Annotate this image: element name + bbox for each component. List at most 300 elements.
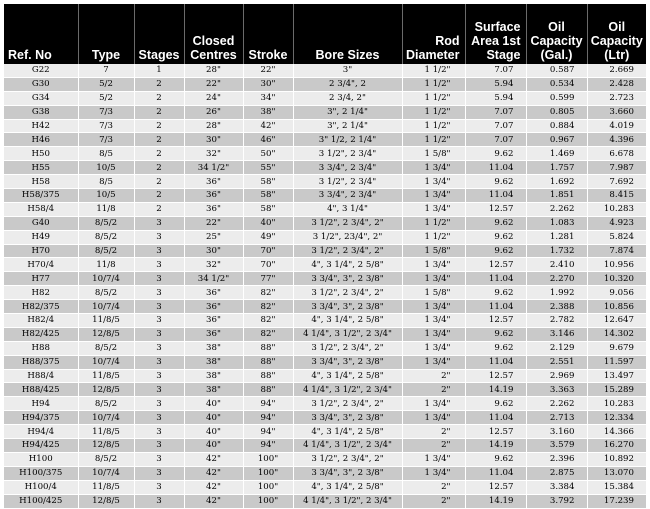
cell-oil-ltr: 2.428: [587, 77, 646, 91]
cell-stages: 2: [134, 147, 184, 161]
cell-closed-centres: 40": [184, 439, 243, 453]
cell-stages: 3: [134, 494, 184, 508]
cell-oil-ltr: 10.856: [587, 300, 646, 314]
cell-type: 10/7/4: [78, 300, 134, 314]
cell-ref-no: H88: [4, 341, 78, 355]
cell-stroke: 77": [243, 272, 293, 286]
cell-stages: 2: [134, 91, 184, 105]
cell-closed-centres: 30": [184, 244, 243, 258]
table-row: [4, 175, 646, 189]
cell-rod-diameter: 2": [402, 383, 465, 397]
cell-rod-diameter: 1 1/2": [402, 230, 465, 244]
cell-bore-sizes: 4", 3 1/4", 2 5/8": [293, 480, 402, 494]
cell-surface-area: 7.07: [465, 105, 526, 119]
cell-stroke: 42": [243, 119, 293, 133]
cell-stroke: 38": [243, 105, 293, 119]
cell-type: 10/5: [78, 189, 134, 203]
cell-bore-sizes: 3 1/2", 2 3/4", 2": [293, 452, 402, 466]
cell-surface-area: 11.04: [465, 272, 526, 286]
cell-surface-area: 14.19: [465, 494, 526, 508]
table-row: [4, 300, 646, 314]
cell-rod-diameter: 1 3/4": [402, 341, 465, 355]
cell-bore-sizes: 3 3/4", 3", 2 3/8": [293, 411, 402, 425]
cell-oil-gal: 0.534: [526, 77, 587, 91]
cell-type: 7: [78, 64, 134, 77]
cell-bore-sizes: 4 1/4", 3 1/2", 2 3/4": [293, 439, 402, 453]
cylinder-spec-table-container: [4, 4, 646, 509]
cell-rod-diameter: 1 3/4": [402, 452, 465, 466]
cell-oil-gal: 3.146: [526, 327, 587, 341]
cell-bore-sizes: 4 1/4", 3 1/2", 2 3/4": [293, 327, 402, 341]
table-row: [4, 327, 646, 341]
cell-stages: 3: [134, 244, 184, 258]
table-row: [4, 230, 646, 244]
cell-type: 10/7/4: [78, 355, 134, 369]
cell-stages: 3: [134, 272, 184, 286]
cell-type: 7/3: [78, 119, 134, 133]
cell-closed-centres: 36": [184, 300, 243, 314]
cell-stroke: 70": [243, 258, 293, 272]
cell-surface-area: 11.04: [465, 300, 526, 314]
cell-bore-sizes: 3 1/2", 23/4", 2": [293, 230, 402, 244]
cell-oil-gal: 0.599: [526, 91, 587, 105]
cell-stages: 3: [134, 258, 184, 272]
header-type: Type: [78, 4, 134, 64]
cell-oil-ltr: 5.824: [587, 230, 646, 244]
cell-type: 8/5/2: [78, 397, 134, 411]
cell-oil-ltr: 11.597: [587, 355, 646, 369]
cell-closed-centres: 28": [184, 119, 243, 133]
cell-oil-gal: 1.083: [526, 216, 587, 230]
cell-oil-gal: 3.384: [526, 480, 587, 494]
cell-oil-gal: 2.388: [526, 300, 587, 314]
cell-closed-centres: 40": [184, 425, 243, 439]
cell-oil-gal: 0.805: [526, 105, 587, 119]
cell-ref-no: H100/425: [4, 494, 78, 508]
cell-stroke: 82": [243, 286, 293, 300]
cell-oil-ltr: 14.366: [587, 425, 646, 439]
cell-stages: 3: [134, 466, 184, 480]
cell-ref-no: H88/425: [4, 383, 78, 397]
cell-rod-diameter: 1 3/4": [402, 161, 465, 175]
cell-surface-area: 9.62: [465, 397, 526, 411]
cell-closed-centres: 42": [184, 494, 243, 508]
cell-stages: 3: [134, 369, 184, 383]
cell-stages: 3: [134, 341, 184, 355]
header-oil-capacity-gal: Oil Capacity (Gal.): [526, 4, 587, 64]
cell-closed-centres: 38": [184, 341, 243, 355]
cell-stroke: 55": [243, 161, 293, 175]
cell-type: 12/8/5: [78, 439, 134, 453]
table-row: [4, 314, 646, 328]
cell-oil-ltr: 13.070: [587, 466, 646, 480]
cell-type: 11/8/5: [78, 480, 134, 494]
cell-closed-centres: 42": [184, 480, 243, 494]
cell-oil-ltr: 6.678: [587, 147, 646, 161]
cell-stages: 2: [134, 161, 184, 175]
cell-stages: 1: [134, 64, 184, 77]
cell-stages: 3: [134, 230, 184, 244]
cell-rod-diameter: 2": [402, 480, 465, 494]
cell-surface-area: 9.62: [465, 175, 526, 189]
cell-ref-no: G40: [4, 216, 78, 230]
cell-stroke: 100": [243, 452, 293, 466]
cell-type: 11/8/5: [78, 425, 134, 439]
cell-stages: 3: [134, 286, 184, 300]
table-row: [4, 397, 646, 411]
cell-type: 8/5: [78, 175, 134, 189]
cell-stroke: 30": [243, 77, 293, 91]
cell-oil-ltr: 7.987: [587, 161, 646, 175]
cell-closed-centres: 36": [184, 175, 243, 189]
cell-bore-sizes: 4", 3 1/4", 2 5/8": [293, 425, 402, 439]
cell-rod-diameter: 1 1/2": [402, 105, 465, 119]
cell-surface-area: 14.19: [465, 383, 526, 397]
cell-rod-diameter: 2": [402, 494, 465, 508]
cell-ref-no: H94/375: [4, 411, 78, 425]
cell-closed-centres: 22": [184, 216, 243, 230]
cell-closed-centres: 42": [184, 452, 243, 466]
cell-closed-centres: 25": [184, 230, 243, 244]
cell-rod-diameter: 1 3/4": [402, 272, 465, 286]
cell-rod-diameter: 1 1/2": [402, 77, 465, 91]
table-row: [4, 425, 646, 439]
cell-bore-sizes: 3 3/4", 3", 2 3/8": [293, 466, 402, 480]
cell-surface-area: 11.04: [465, 355, 526, 369]
table-row: [4, 369, 646, 383]
cell-stroke: 100": [243, 466, 293, 480]
header-ref-no: Ref. No: [4, 4, 78, 64]
cell-oil-gal: 3.579: [526, 439, 587, 453]
cell-closed-centres: 32": [184, 147, 243, 161]
cell-stroke: 88": [243, 355, 293, 369]
cell-type: 8/5/2: [78, 286, 134, 300]
cell-stroke: 88": [243, 369, 293, 383]
table-body: [4, 64, 646, 508]
cell-rod-diameter: 1 3/4": [402, 300, 465, 314]
cell-stages: 2: [134, 175, 184, 189]
cell-stages: 3: [134, 452, 184, 466]
cell-rod-diameter: 1 3/4": [402, 411, 465, 425]
cell-type: 12/8/5: [78, 383, 134, 397]
cell-oil-ltr: 16.270: [587, 439, 646, 453]
cell-rod-diameter: 1 5/8": [402, 286, 465, 300]
header-surface-area: Surface Area 1st Stage: [465, 4, 526, 64]
cell-oil-ltr: 2.723: [587, 91, 646, 105]
cell-rod-diameter: 1 3/4": [402, 189, 465, 203]
cell-oil-gal: 2.969: [526, 369, 587, 383]
cell-oil-gal: 2.129: [526, 341, 587, 355]
cell-bore-sizes: 3 1/2", 2 3/4": [293, 175, 402, 189]
cell-oil-gal: 2.551: [526, 355, 587, 369]
table-row: [4, 452, 646, 466]
cell-oil-gal: 2.396: [526, 452, 587, 466]
cell-oil-ltr: 3.660: [587, 105, 646, 119]
header-row: [4, 4, 646, 64]
table-row: [4, 355, 646, 369]
cell-type: 10/7/4: [78, 466, 134, 480]
cell-oil-gal: 1.992: [526, 286, 587, 300]
cell-oil-ltr: 10.283: [587, 202, 646, 216]
cell-oil-gal: 1.757: [526, 161, 587, 175]
cell-type: 11/8: [78, 202, 134, 216]
cell-oil-gal: 3.160: [526, 425, 587, 439]
cell-type: 8/5/2: [78, 230, 134, 244]
cell-type: 10/5: [78, 161, 134, 175]
cell-surface-area: 9.62: [465, 452, 526, 466]
cell-ref-no: G22: [4, 64, 78, 77]
table-row: [4, 466, 646, 480]
cell-stroke: 94": [243, 411, 293, 425]
header-stroke: Stroke: [243, 4, 293, 64]
cell-surface-area: 5.94: [465, 77, 526, 91]
cell-bore-sizes: 4 1/4", 3 1/2", 2 3/4": [293, 383, 402, 397]
cell-surface-area: 12.57: [465, 425, 526, 439]
cell-surface-area: 11.04: [465, 466, 526, 480]
cell-closed-centres: 36": [184, 202, 243, 216]
cell-closed-centres: 36": [184, 189, 243, 203]
cell-closed-centres: 40": [184, 411, 243, 425]
cell-oil-ltr: 15.289: [587, 383, 646, 397]
cell-bore-sizes: 3 3/4", 3", 2 3/8": [293, 355, 402, 369]
cell-stroke: 46": [243, 133, 293, 147]
cell-ref-no: G38: [4, 105, 78, 119]
cell-closed-centres: 34 1/2": [184, 272, 243, 286]
cell-ref-no: H50: [4, 147, 78, 161]
cell-bore-sizes: 3 1/2", 2 3/4", 2": [293, 341, 402, 355]
cell-surface-area: 9.62: [465, 230, 526, 244]
cell-type: 10/7/4: [78, 411, 134, 425]
cell-surface-area: 9.62: [465, 244, 526, 258]
cell-oil-gal: 1.469: [526, 147, 587, 161]
cell-stroke: 49": [243, 230, 293, 244]
cell-bore-sizes: 3": [293, 64, 402, 77]
cell-stroke: 50": [243, 147, 293, 161]
cell-bore-sizes: 3 3/4", 2 3/4": [293, 189, 402, 203]
cell-oil-ltr: 10.320: [587, 272, 646, 286]
cell-oil-ltr: 9.679: [587, 341, 646, 355]
cell-bore-sizes: 4", 3 1/4", 2 5/8": [293, 369, 402, 383]
cell-stages: 2: [134, 77, 184, 91]
cell-bore-sizes: 4", 3 1/4", 2 5/8": [293, 258, 402, 272]
table-row: [4, 341, 646, 355]
cell-surface-area: 12.57: [465, 314, 526, 328]
cell-oil-gal: 3.792: [526, 494, 587, 508]
cell-oil-ltr: 10.892: [587, 452, 646, 466]
cell-oil-gal: 2.713: [526, 411, 587, 425]
cell-oil-ltr: 12.647: [587, 314, 646, 328]
cell-oil-ltr: 8.415: [587, 189, 646, 203]
cell-surface-area: 9.62: [465, 341, 526, 355]
cell-ref-no: G30: [4, 77, 78, 91]
cell-stroke: 88": [243, 341, 293, 355]
cell-ref-no: H70: [4, 244, 78, 258]
table-row: [4, 439, 646, 453]
table-row: [4, 480, 646, 494]
header-bore-sizes: Bore Sizes: [293, 4, 402, 64]
cell-rod-diameter: 1 3/4": [402, 397, 465, 411]
cell-type: 10/7/4: [78, 272, 134, 286]
cell-bore-sizes: 3 3/4", 2 3/4": [293, 161, 402, 175]
cell-bore-sizes: 4", 3 1/4", 2 5/8": [293, 314, 402, 328]
cell-stroke: 82": [243, 314, 293, 328]
cell-closed-centres: 22": [184, 77, 243, 91]
cell-rod-diameter: 1 3/4": [402, 327, 465, 341]
cell-type: 8/5/2: [78, 452, 134, 466]
cell-bore-sizes: 3", 2 1/4": [293, 105, 402, 119]
cell-type: 8/5/2: [78, 244, 134, 258]
cell-oil-gal: 2.262: [526, 397, 587, 411]
cell-bore-sizes: 3 3/4", 3", 2 3/8": [293, 300, 402, 314]
cell-stages: 3: [134, 216, 184, 230]
cell-stroke: 58": [243, 175, 293, 189]
cell-stages: 2: [134, 105, 184, 119]
cell-stages: 3: [134, 327, 184, 341]
cell-closed-centres: 38": [184, 355, 243, 369]
cell-stroke: 40": [243, 216, 293, 230]
cell-oil-gal: 1.281: [526, 230, 587, 244]
cell-oil-ltr: 4.019: [587, 119, 646, 133]
cell-rod-diameter: 1 5/8": [402, 147, 465, 161]
cell-type: 8/5/2: [78, 216, 134, 230]
cell-type: 5/2: [78, 91, 134, 105]
cell-oil-gal: 1.692: [526, 175, 587, 189]
cell-ref-no: H49: [4, 230, 78, 244]
cell-bore-sizes: 3 1/2", 2 3/4", 2": [293, 286, 402, 300]
table-row: [4, 202, 646, 216]
cell-surface-area: 5.94: [465, 91, 526, 105]
cell-rod-diameter: 2": [402, 425, 465, 439]
table-row: [4, 91, 646, 105]
cell-closed-centres: 28": [184, 64, 243, 77]
cell-oil-gal: 0.587: [526, 64, 587, 77]
cell-oil-ltr: 9.056: [587, 286, 646, 300]
cylinder-spec-table: [4, 4, 646, 509]
cell-surface-area: 11.04: [465, 189, 526, 203]
table-row: [4, 119, 646, 133]
table-row: [4, 189, 646, 203]
cell-type: 5/2: [78, 77, 134, 91]
cell-ref-no: H88/375: [4, 355, 78, 369]
cell-stroke: 70": [243, 244, 293, 258]
cell-oil-ltr: 17.239: [587, 494, 646, 508]
cell-closed-centres: 40": [184, 397, 243, 411]
cell-surface-area: 7.07: [465, 119, 526, 133]
cell-closed-centres: 24": [184, 91, 243, 105]
cell-bore-sizes: 3 1/2", 2 3/4", 2": [293, 216, 402, 230]
cell-ref-no: H100/375: [4, 466, 78, 480]
cell-closed-centres: 32": [184, 258, 243, 272]
cell-ref-no: H100: [4, 452, 78, 466]
cell-ref-no: H94/425: [4, 439, 78, 453]
cell-oil-gal: 0.967: [526, 133, 587, 147]
cell-ref-no: H58/375: [4, 189, 78, 203]
cell-bore-sizes: 3 1/2", 2 3/4", 2": [293, 397, 402, 411]
cell-bore-sizes: 4 1/4", 3 1/2", 2 3/4": [293, 494, 402, 508]
cell-oil-ltr: 2.669: [587, 64, 646, 77]
cell-ref-no: H70/4: [4, 258, 78, 272]
cell-ref-no: H58: [4, 175, 78, 189]
table-row: [4, 77, 646, 91]
cell-type: 12/8/5: [78, 327, 134, 341]
cell-oil-gal: 3.363: [526, 383, 587, 397]
cell-bore-sizes: 3", 2 1/4": [293, 119, 402, 133]
table-row: [4, 147, 646, 161]
cell-rod-diameter: 1 1/2": [402, 64, 465, 77]
cell-stroke: 100": [243, 480, 293, 494]
cell-oil-ltr: 4.923: [587, 216, 646, 230]
cell-oil-ltr: 4.396: [587, 133, 646, 147]
cell-stroke: 82": [243, 327, 293, 341]
cell-type: 12/8/5: [78, 494, 134, 508]
cell-stages: 3: [134, 355, 184, 369]
cell-rod-diameter: 1 3/4": [402, 314, 465, 328]
cell-oil-gal: 2.410: [526, 258, 587, 272]
cell-bore-sizes: 3 1/2", 2 3/4", 2": [293, 244, 402, 258]
table-row: [4, 411, 646, 425]
cell-stroke: 100": [243, 494, 293, 508]
cell-stroke: 94": [243, 439, 293, 453]
cell-stages: 3: [134, 480, 184, 494]
cell-closed-centres: 30": [184, 133, 243, 147]
cell-oil-ltr: 13.497: [587, 369, 646, 383]
cell-rod-diameter: 1 3/4": [402, 202, 465, 216]
cell-stages: 3: [134, 314, 184, 328]
cell-stages: 3: [134, 397, 184, 411]
cell-stages: 3: [134, 425, 184, 439]
cell-surface-area: 12.57: [465, 202, 526, 216]
cell-ref-no: H82/4: [4, 314, 78, 328]
cell-oil-gal: 2.875: [526, 466, 587, 480]
cell-type: 8/5/2: [78, 341, 134, 355]
cell-oil-gal: 2.262: [526, 202, 587, 216]
cell-oil-gal: 1.732: [526, 244, 587, 258]
cell-ref-no: H55: [4, 161, 78, 175]
cell-ref-no: H88/4: [4, 369, 78, 383]
cell-surface-area: 9.62: [465, 327, 526, 341]
cell-closed-centres: 38": [184, 369, 243, 383]
cell-surface-area: 9.62: [465, 286, 526, 300]
cell-type: 7/3: [78, 105, 134, 119]
cell-stages: 2: [134, 133, 184, 147]
cell-ref-no: H46: [4, 133, 78, 147]
cell-ref-no: H94/4: [4, 425, 78, 439]
table-header: [4, 4, 646, 64]
table-row: [4, 494, 646, 508]
cell-closed-centres: 36": [184, 327, 243, 341]
cell-bore-sizes: 2 3/4, 2": [293, 91, 402, 105]
cell-rod-diameter: 1 1/2": [402, 91, 465, 105]
cell-bore-sizes: 2 3/4", 2: [293, 77, 402, 91]
header-oil-capacity-ltr: Oil Capacity (Ltr): [587, 4, 646, 64]
cell-oil-ltr: 7.874: [587, 244, 646, 258]
cell-stages: 3: [134, 383, 184, 397]
cell-stages: 3: [134, 300, 184, 314]
cell-rod-diameter: 1 1/2": [402, 119, 465, 133]
cell-stroke: 82": [243, 300, 293, 314]
cell-ref-no: H58/4: [4, 202, 78, 216]
cell-type: 11/8/5: [78, 314, 134, 328]
cell-bore-sizes: 3" 1/2, 2 1/4": [293, 133, 402, 147]
cell-stages: 3: [134, 439, 184, 453]
cell-ref-no: H100/4: [4, 480, 78, 494]
cell-surface-area: 12.57: [465, 369, 526, 383]
cell-oil-ltr: 10.956: [587, 258, 646, 272]
cell-ref-no: H82/425: [4, 327, 78, 341]
cell-stroke: 94": [243, 397, 293, 411]
cell-rod-diameter: 1 3/4": [402, 258, 465, 272]
cell-stroke: 58": [243, 202, 293, 216]
